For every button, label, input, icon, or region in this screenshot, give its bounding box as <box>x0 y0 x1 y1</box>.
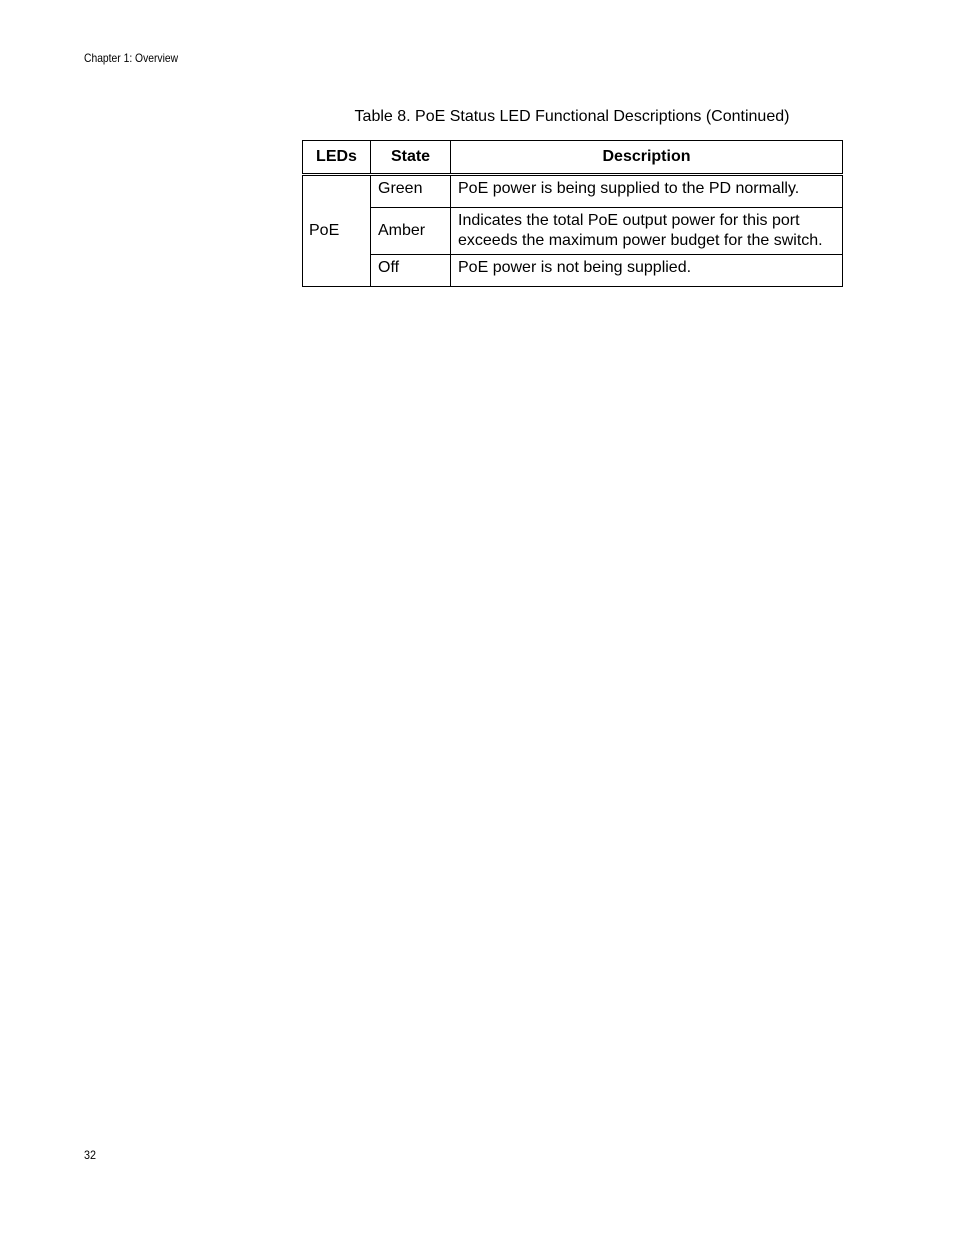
table-row <box>303 208 843 255</box>
state-cell: Amber <box>371 208 451 255</box>
page-number: 32 <box>84 1148 97 1162</box>
state-cell: Off <box>371 255 451 287</box>
state-cell: Green <box>371 175 451 208</box>
description-cell: PoE power is not being supplied. <box>451 255 843 287</box>
column-header-description: Description <box>451 141 843 175</box>
description-cell: Indicates the total PoE output power for this port exceeds the maximum power budget for the switch. <box>451 208 843 255</box>
description-cell: PoE power is being supplied to the PD normally. <box>451 175 843 208</box>
column-header-state: State <box>371 141 451 175</box>
table-row <box>303 255 843 287</box>
poe-status-led-table <box>302 140 843 287</box>
table-header-row <box>303 141 843 175</box>
running-header: Chapter 1: Overview <box>84 51 179 65</box>
table-row <box>303 175 843 208</box>
column-header-leds: LEDs <box>303 141 371 175</box>
led-name-cell: PoE <box>303 175 371 287</box>
table-caption: Table 8. PoE Status LED Functional Descriptions (Continued) <box>354 108 790 125</box>
